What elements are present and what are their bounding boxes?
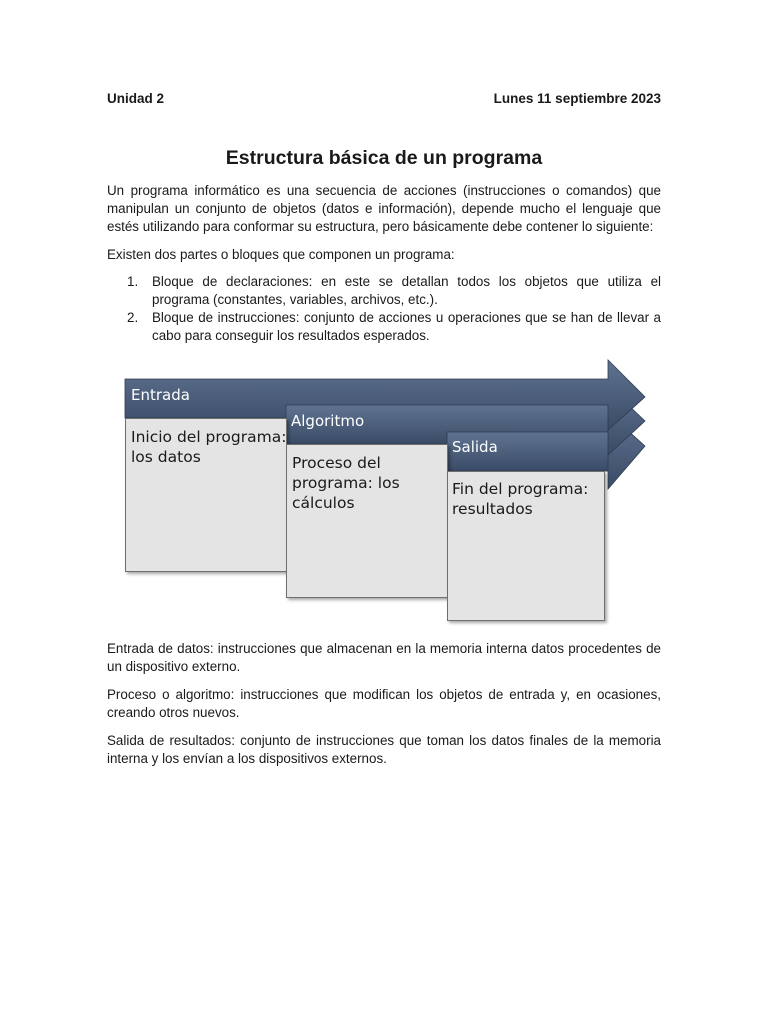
entrada-box-line: los datos [131,448,201,466]
list-item [107,309,661,345]
definition-entrada: Entrada de datos: instrucciones que almacenan en la memoria interna datos procedentes de un dispositivo externo. [107,641,661,674]
salida-box-line: resultados [452,500,533,518]
header-date: Lunes 11 septiembre 2023 [493,91,661,106]
list-item [107,273,661,309]
list-item-number: 2. [127,310,139,325]
intro-paragraph: Un programa informático es una secuencia de acciones (instrucciones o comandos) que manipulan un conjunto de objetos (datos e información), depende mucho el lenguaje que estés utilizando para conformar su estructura, pero básicamente debe contener lo siguiente: [107,183,661,234]
definition-salida: Salida de resultados: conjunto de instrucciones que toman los datos finales de la memoria interna y los envían a los dispositivos externos. [107,733,661,766]
salida-box-text [452,479,588,519]
list-item-text: Bloque de declaraciones: en este se detallan todos los objetos que utiliza el programa (constantes, variables, archivos, etc.). [152,274,661,307]
page-header [107,91,661,106]
process-diagram [115,355,655,635]
entrada-box-line: Inicio del programa: [131,428,287,446]
algoritmo-box-line: programa: los [292,474,400,492]
page-title: Estructura básica de un programa [225,147,543,169]
header-unit: Unidad 2 [107,91,165,106]
algoritmo-label: Algoritmo [291,412,365,430]
definition-proceso: Proceso o algoritmo: instrucciones que modifican los objetos de entrada y, en ocasiones, creando otros nuevos. [107,687,661,720]
algoritmo-box-line: cálculos [292,494,355,512]
list-item-number: 1. [127,274,139,289]
salida-label: Salida [452,438,498,456]
entrada-box-text [131,427,286,467]
parts-list [107,273,661,345]
list-item-text: Bloque de instrucciones: conjunto de acciones u operaciones que se han de llevar a cabo para conseguir los resultados esperados. [152,310,661,343]
parts-intro-paragraph: Existen dos partes o bloques que componen un programa: [107,247,455,262]
salida-box-line: Fin del programa: [452,480,589,498]
algoritmo-box-line: Proceso del [292,454,381,472]
algoritmo-box-text [292,453,400,513]
entrada-label: Entrada [131,386,190,404]
